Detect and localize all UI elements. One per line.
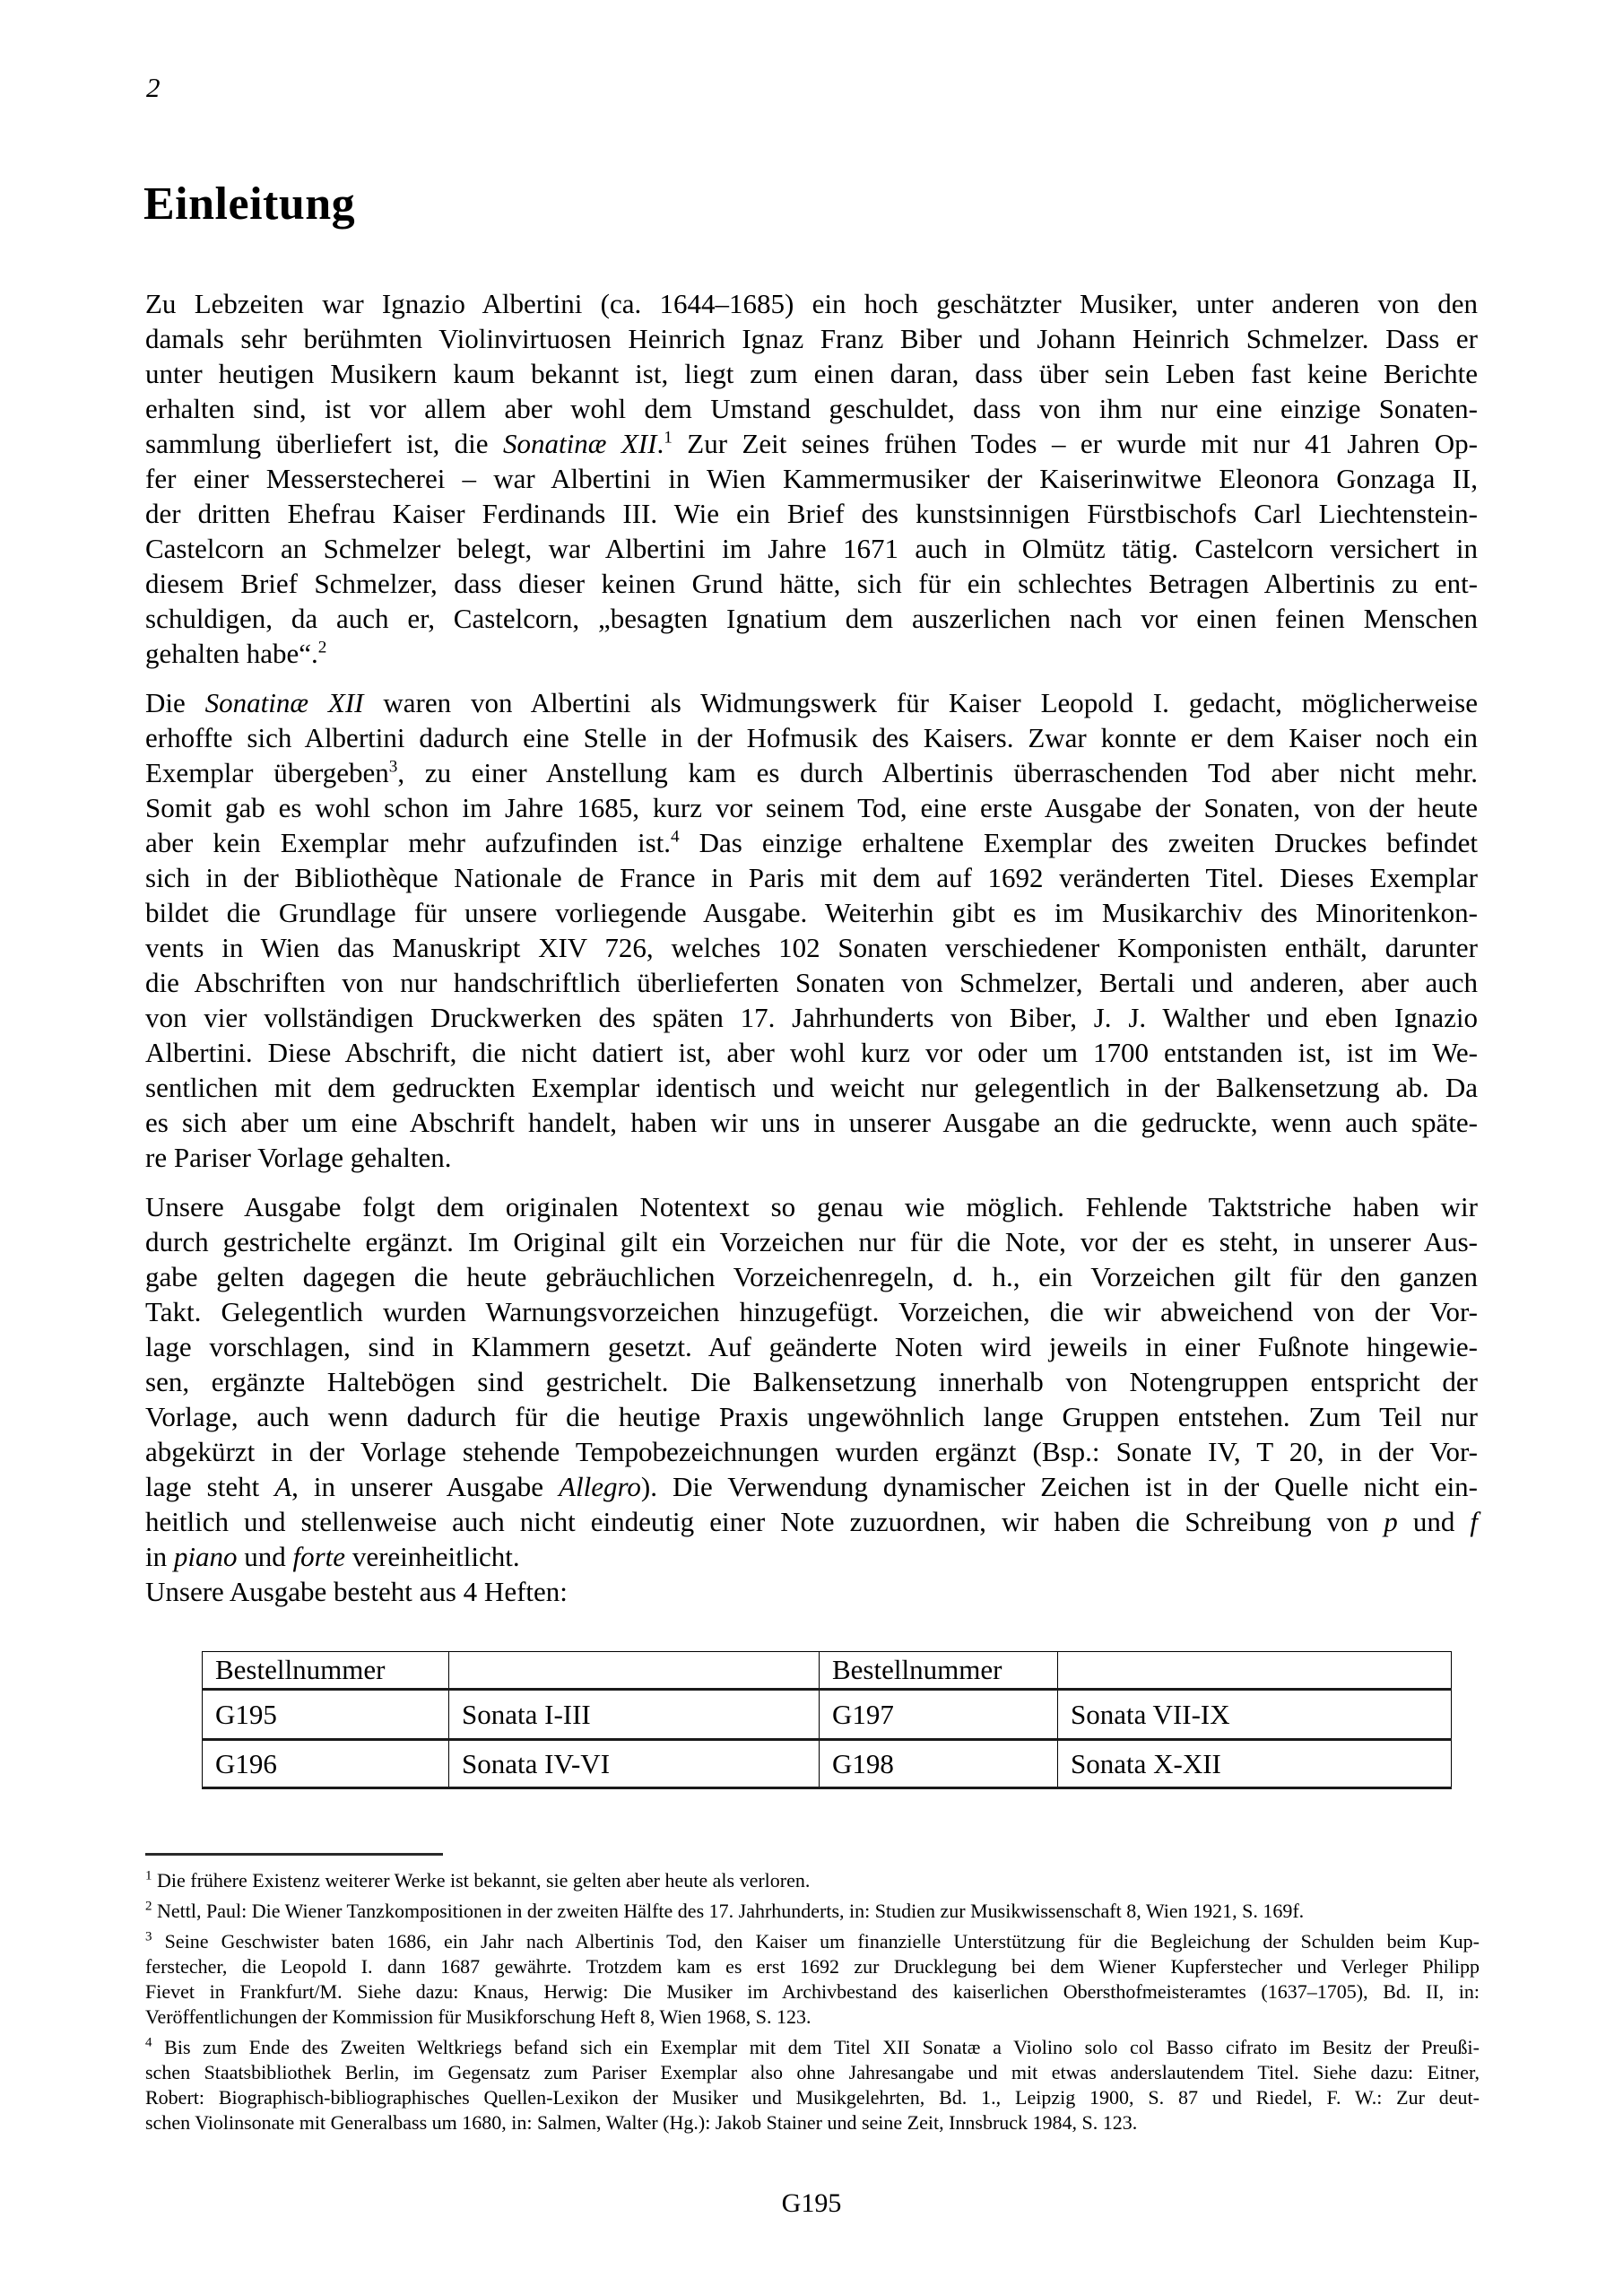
text-line: Zu Lebzeiten war Ignazio Albertini (ca. 1644–1685) ein hoch geschätzter Musiker, unter anderen von den (145, 288, 1478, 319)
text-line: $^1$ Die frühere Existenz weiterer Werke ist bekannt, sie gelten aber heute als verloren. (145, 1868, 811, 1892)
text-line: sich in der Bibliothèque Nationale de France in Paris mit dem auf 1692 veränderten Titel. Dieses Exemplar (145, 862, 1478, 893)
text-line: fer einer Messerstecherei – war Albertini in Wien Kammermusiker der Kaiserinwitwe Eleonora Gonzaga II, (145, 463, 1478, 494)
text-line: schuldigen, da auch er, Castelcorn, „besagten Ignatium dem auszerlichen nach vor einen feinen Menschen (145, 603, 1478, 634)
paragraph (145, 286, 1478, 671)
table-header-cell: Bestellnummer (203, 1652, 449, 1690)
table-header-cell: Bestellnummer (820, 1652, 1058, 1690)
table-cell: Sonata I-III (449, 1690, 820, 1740)
table-cell: Sonata X-XII (1058, 1740, 1452, 1788)
table-cell: G195 (203, 1690, 449, 1740)
text-line: re Pariser Vorlage gehalten. (145, 1142, 452, 1173)
footnote (145, 1899, 1480, 1924)
paragraph (145, 1574, 1478, 1609)
text-line: abgekürzt in der Vorlage stehende Tempobezeichnungen wurden ergänzt (Bsp.: Sonate IV, T 20, in der Vor- (145, 1436, 1478, 1467)
footnotes (145, 1868, 1480, 2135)
text-line: lage steht A, in unserer Ausgabe Allegro). Die Verwendung dynamischer Zeichen ist in der Quelle nicht ein- (145, 1471, 1478, 1502)
text-line: Somit gab es wohl schon im Jahre 1685, kurz vor seinem Tod, eine erste Ausgabe der Sonaten, von der heute (145, 792, 1478, 823)
text-line: Castelcorn an Schmelzer belegt, war Albertini im Jahre 1671 auch in Olmütz tätig. Castelcorn versichert in (145, 533, 1478, 564)
table-row (203, 1690, 1452, 1740)
paragraph (145, 1189, 1478, 1574)
paragraph (145, 685, 1478, 1175)
text-line: unter heutigen Musikern kaum bekannt ist, liegt zum einen daran, dass über sein Leben fast keine Berichte (145, 358, 1478, 389)
text-line: diesem Brief Schmelzer, dass dieser keinen Grund hätte, sich für ein schlechtes Betragen Albertinis zu ent- (145, 568, 1478, 599)
text-line: aber kein Exemplar mehr aufzufinden ist.$^4$ Das einzige erhaltene Exemplar des zweiten Druckes befindet (145, 827, 1478, 858)
text-line: Veröffentlichungen der Kommission für Musikforschung Heft 8, Wien 1968, S. 123. (145, 2005, 812, 2028)
text-line: die Abschriften von nur handschriftlich überlieferten Sonaten von Schmelzer, Bertali und anderen, aber auch (145, 967, 1478, 998)
table-row (203, 1740, 1452, 1788)
text-line: schen Staatsbibliothek Berlin, im Gegensatz zum Pariser Exemplar also ohne Jahresangabe und mit etwas anderslautendem Titel. Siehe dazu: Eitner, (145, 2061, 1480, 2083)
text-line: $^3$ Seine Geschwister baten 1686, ein Jahr nach Albertinis Tod, den Kaiser um finanzielle Unterstützung für die Begleichung der Schulden beim Kup- (145, 1929, 1480, 1952)
text-line: gehalten habe“.$^2$ (145, 638, 327, 669)
text-line: in piano und forte vereinheitlicht. (145, 1541, 520, 1572)
text-line: ferstecher, die Leopold I. dann 1687 gewährte. Trotzdem kam es erst 1692 zur Drucklegung bei dem Wiener Kupferstecher und Verleger Philipp (145, 1955, 1480, 1978)
text-line: Unsere Ausgabe besteht aus 4 Heften: (145, 1576, 568, 1607)
footnote-separator-rule (145, 1853, 443, 1856)
table-header-row (203, 1652, 1452, 1690)
text-line: erhoffte sich Albertini dadurch eine Stelle in der Hofmusik des Kaisers. Zwar konnte er dem Kaiser noch ein (145, 722, 1478, 753)
text-line: gabe gelten dagegen die heute gebräuchlichen Vorzeichenregeln, d. h., ein Vorzeichen gilt für den ganzen (145, 1261, 1478, 1292)
text-line: Fievet in Frankfurt/M. Siehe dazu: Knaus, Herwig: Die Musiker im Archivbestand des kaiserlichen Obersthofmeisteramtes (1637–1705), Bd. II, in: (145, 1980, 1480, 2003)
text-line: Die Sonatinæ XII waren von Albertini als Widmungswerk für Kaiser Leopold I. gedacht, möglicherweise (145, 687, 1478, 718)
text-line: Vorlage, auch wenn dadurch für die heutige Praxis ungewöhnlich lange Gruppen entstehen. Zum Teil nur (145, 1401, 1478, 1432)
text-line: Takt. Gelegentlich wurden Warnungsvorzeichen hinzugefügt. Vorzeichen, die wir abweichend von der Vor- (145, 1296, 1478, 1327)
table-header-cell (1058, 1652, 1452, 1690)
footnote (145, 2035, 1480, 2135)
text-line: lage vorschlagen, sind in Klammern gesetzt. Auf geänderte Noten wird jeweils in einer Fußnote hingewie- (145, 1331, 1478, 1362)
table-header-cell (449, 1652, 820, 1690)
text-line: Exemplar übergeben$^3$, zu einer Anstellung kam es durch Albertinis überraschenden Tod aber nicht mehr. (145, 757, 1479, 788)
text-line: es sich aber um eine Abschrift handelt, haben wir uns in unserer Ausgabe an die gedruckte, wenn auch späte- (145, 1107, 1478, 1138)
text-line: erhalten sind, ist vor allem aber wohl dem Umstand geschuldet, dass von ihm nur eine einzige Sonaten- (145, 393, 1478, 424)
text-line: Albertini. Diese Abschrift, die nicht datiert ist, aber wohl kurz vor oder um 1700 entstanden ist, ist im We- (145, 1037, 1478, 1068)
text-line: sentlichen mit dem gedruckten Exemplar identisch und weicht nur gelegentlich in der Balkensetzung ab. Da (145, 1072, 1478, 1103)
table-cell: Sonata IV-VI (449, 1740, 820, 1788)
table-cell: G197 (820, 1690, 1058, 1740)
section-heading: Einleitung (143, 178, 356, 230)
footnote (145, 1868, 1480, 1893)
text-line: durch gestrichelte ergänzt. Im Original gilt ein Vorzeichen nur für die Note, vor der es steht, in unserer Aus- (145, 1226, 1478, 1257)
text-line: Unsere Ausgabe folgt dem originalen Notentext so genau wie möglich. Fehlende Taktstriche haben wir (145, 1191, 1478, 1222)
order-table (202, 1651, 1452, 1789)
footnote (145, 1929, 1480, 2030)
text-line: sen, ergänzte Haltebögen sind gestrichelt. Die Balkensetzung innerhalb von Notengruppen entspricht der (145, 1366, 1478, 1397)
table-cell: G198 (820, 1740, 1058, 1788)
text-line: von vier vollständigen Druckwerken des späten 17. Jahrhunderts von Biber, J. J. Walther und eben Ignazio (145, 1002, 1478, 1033)
page-number: 2 (146, 72, 161, 103)
text-line: $^2$ Nettl, Paul: Die Wiener Tanzkompositionen in der zweiten Hälfte des 17. Jahrhunderts, in: Studien zur Musikwissenschaft 8, Wien 1921, S. 169f. (145, 1899, 1305, 1922)
table-cell: Sonata VII-IX (1058, 1690, 1452, 1740)
text-line: damals sehr berühmten Violinvirtuosen Heinrich Ignaz Franz Biber und Johann Heinrich Schmelzer. Dass er (145, 323, 1478, 354)
footer-order-number: G195 (781, 2188, 842, 2218)
text-line: schen Violinsonate mit Generalbass um 1680, in: Salmen, Walter (Hg.): Jakob Stainer und seine Zeit, Innsbruck 1984, S. 123. (145, 2111, 1138, 2134)
text-line: Robert: Biographisch-bibliographisches Quellen-Lexikon der Musiker und Musikgelehrten, Bd. 1., Leipzig 1900, S. 87 und Riedel, F. W.: Zur deut- (145, 2086, 1480, 2109)
text-line: $^4$ Bis zum Ende des Zweiten Weltkriegs befand sich ein Exemplar mit dem Titel XII Sonatæ a Violino solo col Basso cifrato im Besitz der Preußi- (145, 2035, 1480, 2058)
text-line: bildet die Grundlage für unsere vorliegende Ausgabe. Weiterhin gibt es im Musikarchiv des Minoritenkon- (145, 897, 1478, 928)
text-line: heitlich und stellenweise auch nicht eindeutig einer Note zuzuordnen, wir haben die Schreibung von p und f (145, 1506, 1479, 1537)
text-line: der dritten Ehefrau Kaiser Ferdinands III. Wie ein Brief des kunstsinnigen Fürstbischofs Carl Liechtenstein- (145, 498, 1478, 529)
table-cell: G196 (203, 1740, 449, 1788)
text-line: vents in Wien das Manuskript XIV 726, welches 102 Sonaten verschiedener Komponisten enthält, darunter (145, 932, 1478, 963)
text-line: sammlung überliefert ist, die Sonatinæ XII.$^1$ Zur Zeit seines frühen Todes – er wurde mit nur 41 Jahren Op- (145, 428, 1478, 459)
body-text (145, 286, 1478, 1609)
